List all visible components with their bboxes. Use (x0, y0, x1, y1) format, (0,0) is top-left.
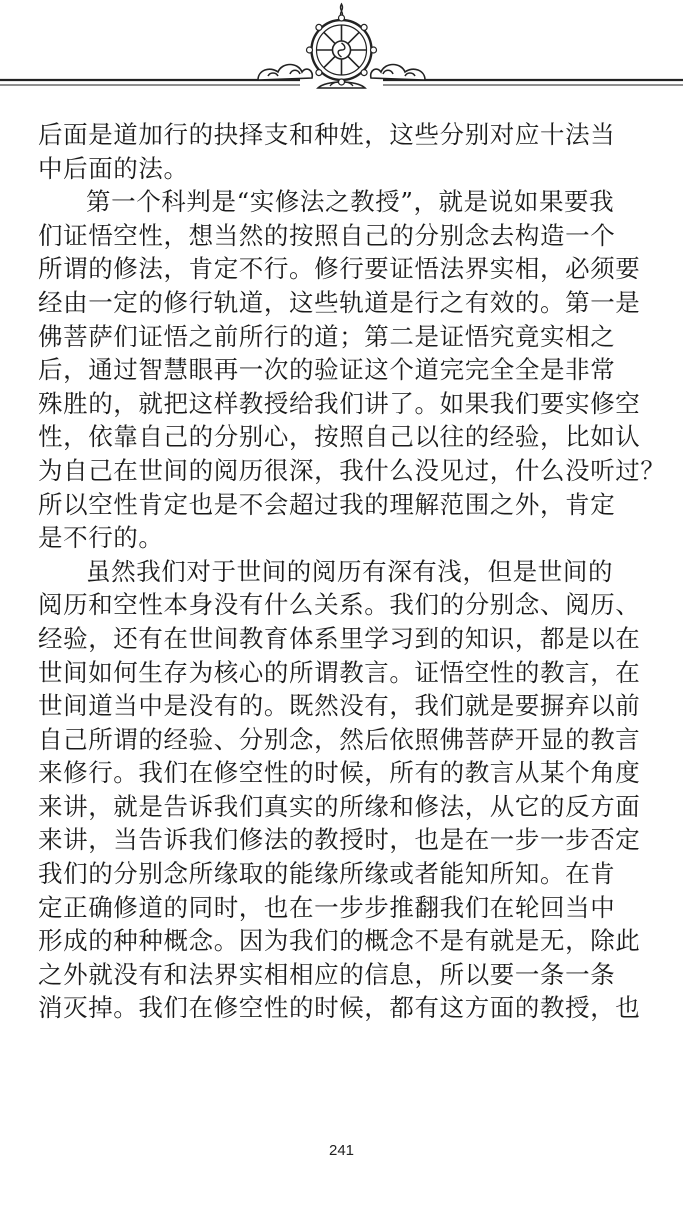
text-line: 后，通过智慧眼再一次的验证这个道完完全全是非常 (38, 355, 616, 385)
text-line: 中后面的法。 (38, 153, 189, 183)
text-line: 自己所谓的经验、分别念，然后依照佛菩萨开显的教言 (38, 724, 641, 754)
text-line: 来修行。我们在修空性的时候，所有的教言从某个角度 (38, 758, 641, 788)
paragraph (38, 118, 646, 185)
body-text (38, 118, 666, 1025)
dharma-wheel-icon (307, 4, 377, 88)
text-line: 是不行的。 (38, 523, 164, 553)
cloud-left-icon (258, 65, 312, 81)
page-number: 241 (328, 1142, 355, 1159)
text-line: 之外就没有和法界实相相应的信息，所以要一条一条 (38, 959, 616, 989)
text-line: 经验，还有在世间教育体系里学习到的知识，都是以在 (38, 623, 641, 653)
header-ornament (0, 0, 683, 100)
text-line: 所以空性肯定也是不会超过我的理解范围之外，肯定 (38, 489, 616, 519)
text-line: 经由一定的修行轨道，这些轨道是行之有效的。第一是 (38, 287, 641, 317)
paragraph (38, 185, 666, 555)
text-line: 来讲，就是告诉我们真实的所缘和修法，从它的反方面 (38, 791, 641, 821)
text-line: 来讲，当告诉我们修法的教授时，也是在一步一步否定 (38, 825, 641, 855)
text-line: 世间如何生存为核心的所谓教言。证悟空性的教言，在 (38, 657, 641, 687)
text-line: 性，依靠自己的分别心，按照自己以往的经验，比如认 (38, 422, 641, 452)
text-line: 形成的种种概念。因为我们的概念不是有就是无，除此 (38, 926, 641, 956)
text-line: 虽然我们对于世间的阅历有深有浅，但是世间的 (86, 556, 614, 586)
text-line: 佛菩萨们证悟之前所行的道；第二是证悟究竟实相之 (38, 321, 616, 351)
paragraph (38, 555, 646, 1025)
cloud-right-icon (371, 65, 425, 81)
text-line: 后面是道加行的抉择支和种姓，这些分别对应十法当 (38, 120, 616, 149)
text-line: 阅历和空性本身没有什么关系。我们的分别念、阅历、 (38, 590, 641, 620)
text-line: 为自己在世间的阅历很深，我什么没见过，什么没听过？ (38, 455, 666, 485)
text-line: 我们的分别念所缘取的能缘所缘或者能知所知。在肯 (38, 859, 616, 889)
text-line: 们证悟空性，想当然的按照自己的分别念去构造一个 (38, 220, 616, 250)
text-line: 殊胜的，就把这样教授给我们讲了。如果我们要实修空 (38, 388, 641, 418)
text-line: 消灭掉。我们在修空性的时候，都有这方面的教授，也 (38, 993, 641, 1023)
text-line: 所谓的修法，肯定不行。修行要证悟法界实相，必须要 (38, 254, 641, 284)
text-line: 定正确修道的同时，也在一步步推翻我们在轮回当中 (38, 892, 616, 922)
text-line: 世间道当中是没有的。既然没有，我们就是要摒弃以前 (38, 691, 641, 721)
text-line: 第一个科判是“实修法之教授”，就是说如果要我 (86, 187, 615, 217)
